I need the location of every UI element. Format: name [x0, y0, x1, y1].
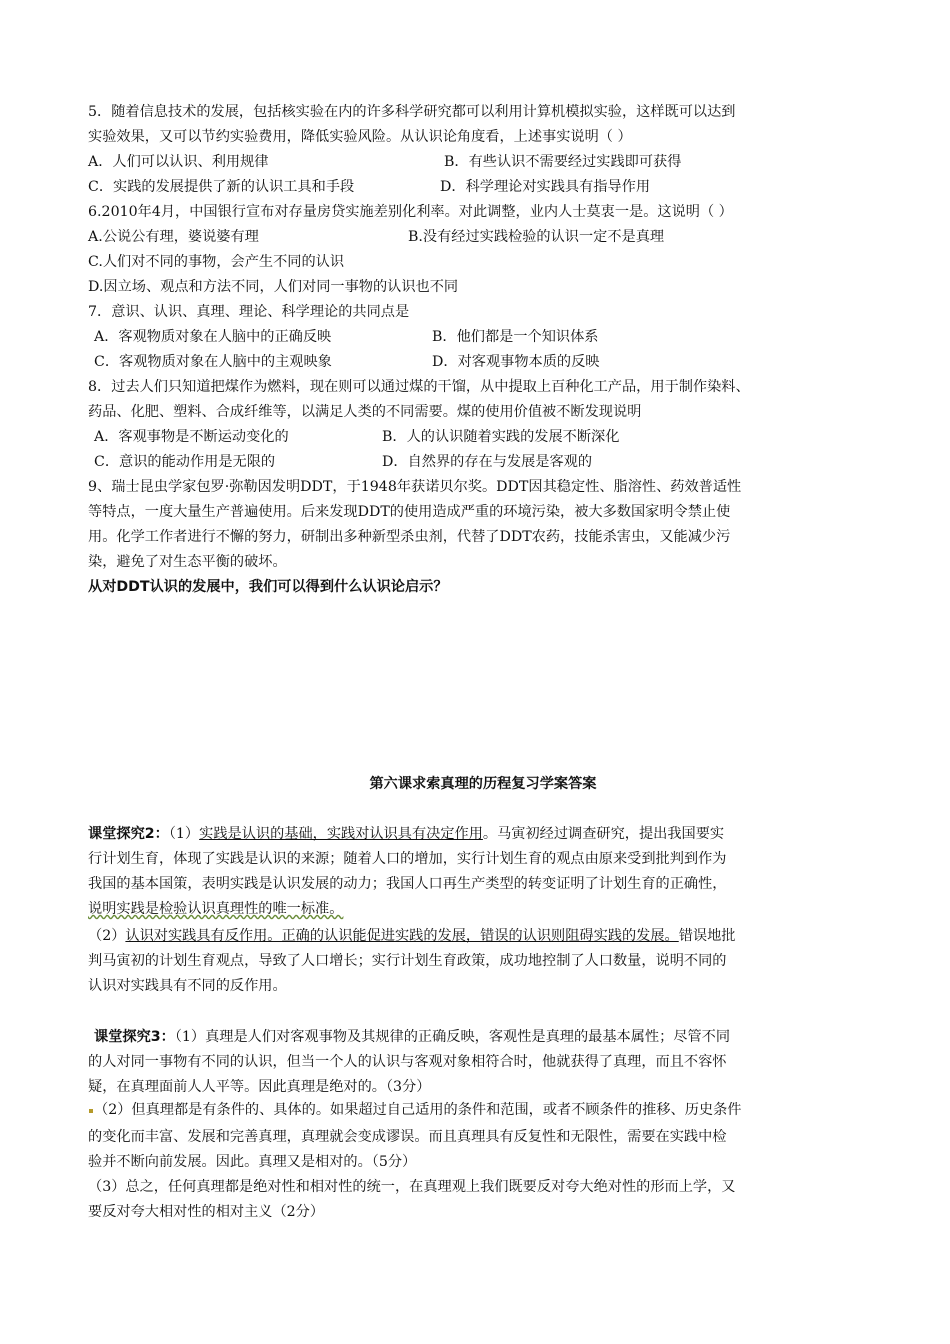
exp2-line-3: 我国的基本国策，表明实践是认识发展的动力；我国人口再生产类型的转变证明了计划生育的正确性， [88, 876, 727, 892]
q9-paragraph-line-1: 9、瑞士昆虫学家包罗·弥勒因发明DDT，于1948年获诺贝尔奖。DDT因其稳定性、脂溶性、药效普适性 [88, 479, 742, 495]
q5-option-c: C．实践的发展提供了新的认识工具和手段 [88, 179, 355, 195]
exp3-line-1 [94, 1027, 730, 1047]
q9-paragraph-line-3: 用。化学工作者进行不懈的努力，研制出多种新型杀虫剂，代替了DDT农药，技能杀害虫，又能减少污 [88, 529, 731, 545]
q5-option-d: D．科学理论对实践具有指导作用 [440, 179, 651, 195]
exp2-line-7: 认识对实践具有不同的反作用。 [88, 978, 287, 994]
q6-option-a: A.公说公有理，婆说婆有理 [88, 229, 259, 245]
q5-stem-line-2: 实验效果，又可以节约实验费用，降低实验风险。从认识论角度看，上述事实说明（ ） [88, 129, 632, 145]
margin-mark [89, 1109, 93, 1113]
q8-stem-line-1: 8．过去人们只知道把煤作为燃料，现在则可以通过煤的干馏，从中提取上百种化工产品，用于制作染料、 [88, 379, 750, 395]
q7-options-row-2 [94, 352, 599, 372]
q6-options-row-1 [88, 227, 664, 247]
q5-option-a: A．人们可以认识、利用规律 [88, 154, 269, 170]
exp2-underlined-point-2: 认识对实践具有反作用。正确的认识能促进实践的发展，错误的认识则阻碍实践的发展。 [125, 928, 679, 944]
exp2-line-2: 行计划生育，体现了实践是认识的来源；随着人口的增加，实行计划生育的观点由原来受到批判到作为 [88, 851, 727, 867]
q7-option-c: C．客观物质对象在人脑中的主观映象 [94, 354, 332, 370]
q9-question: 从对DDT认识的发展中，我们可以得到什么认识论启示？ [88, 579, 448, 595]
exp2-line-5-rest: 错误地批 [678, 928, 736, 944]
exp2-label: 课堂探究2： [88, 826, 169, 842]
exp2-line-6: 判马寅初的计划生育观点，导致了人口增长；实行计划生育政策，成功地控制了人口数量，说明不同的 [88, 953, 727, 969]
exp3-label: 课堂探究3： [94, 1029, 175, 1045]
q5-option-b: B．有些认识不需要经过实践即可获得 [444, 154, 682, 170]
exp2-part-1-marker: （1） [168, 826, 200, 842]
q9-paragraph-line-4: 染，避免了对生态平衡的破坏。 [88, 554, 287, 570]
q8-option-c: C．意识的能动作用是无限的 [94, 454, 276, 470]
q7-option-b: B．他们都是一个知识体系 [432, 329, 599, 345]
exp3-line-3: 疑，在真理面前人人平等。因此真理是绝对的。（3分） [88, 1079, 431, 1095]
exp2-line-1-rest: 。马寅初经过调查研究，提出我国要实 [482, 826, 725, 842]
exp3-line-8: 要反对夸大相对性的相对主义（2分） [88, 1204, 325, 1220]
q8-options-row-1 [94, 427, 619, 447]
exp3-line-7: （3）总之，任何真理都是绝对性和相对性的统一，在真理观上我们既要反对夸大绝对性的形而上学，又 [88, 1179, 736, 1195]
q7-option-a: A．客观物质对象在人脑中的正确反映 [94, 329, 332, 345]
exp2-line-5 [88, 926, 736, 946]
q8-options-row-2 [94, 452, 592, 472]
exp3-line-6: 验并不断向前发展。因此。真理又是相对的。（5分） [88, 1154, 417, 1170]
exp3-line-2: 的人对同一事物有不同的认识，但当一个人的认识与客观对象相符合时，他就获得了真理，而且不容怀 [88, 1054, 727, 1070]
q6-option-b: B.没有经过实践检验的认识一定不是真理 [408, 229, 665, 245]
exp2-underlined-point-1: 实践是认识的基础，实践对认识具有决定作用 [199, 826, 483, 842]
q6-option-c: C.人们对不同的事物，会产生不同的认识 [88, 254, 345, 270]
q6-stem: 6.2010年4月，中国银行宣布对存量房贷实施差别化利率。对此调整，业内人士莫衷一是。这说明（ ） [88, 204, 733, 220]
q8-option-a: A．客观事物是不断运动变化的 [94, 429, 289, 445]
q8-stem-line-2: 药品、化肥、塑料、合成纤维等，以满足人类的不同需要。煤的使用价值被不断发现说明 [88, 404, 642, 420]
q8-option-b: B．人的认识随着实践的发展不断深化 [382, 429, 620, 445]
exp3-line-5: 的变化而丰富、发展和完善真理，真理就会变成谬误。而且真理具有反复性和无限性，需要在实践中检 [88, 1129, 727, 1145]
q5-options-row-1 [88, 152, 681, 172]
q7-options-row-1 [94, 327, 599, 347]
q8-option-d: D．自然界的存在与发展是客观的 [382, 454, 593, 470]
q5-options-row-2 [88, 177, 650, 197]
q5-stem-line-1: 5．随着信息技术的发展，包括核实验在内的许多科学研究都可以利用计算机模拟实验，这样既可以达到 [88, 104, 736, 120]
answers-title: 第六课求索真理的历程复习学案答案 [369, 776, 597, 792]
q7-option-d: D．对客观事物本质的反映 [432, 354, 600, 370]
q9-paragraph-line-2: 等特点，一度大量生产普遍使用。后来发现DDT的使用造成严重的环境污染，被大多数国家明令禁止使 [88, 504, 731, 520]
exp2-line-1 [88, 824, 724, 844]
exp2-part-2-marker: （2） [88, 928, 126, 944]
q7-stem: 7．意识、认识、真理、理论、科学理论的共同点是 [88, 304, 410, 320]
exp2-line-4: 说明实践是检验认识真理性的唯一标准。 [88, 901, 344, 917]
exp3-line-1-text: （1）真理是人们对客观事物及其规律的正确反映，客观性是真理的最基本属性；尽管不同 [174, 1029, 731, 1045]
exp3-line-4: （2）但真理都是有条件的、具体的。如果超过自己适用的条件和范围，或者不顾条件的推移、历史条件 [94, 1102, 742, 1118]
q6-option-d: D.因立场、观点和方法不同，人们对同一事物的认识也不同 [88, 279, 459, 295]
